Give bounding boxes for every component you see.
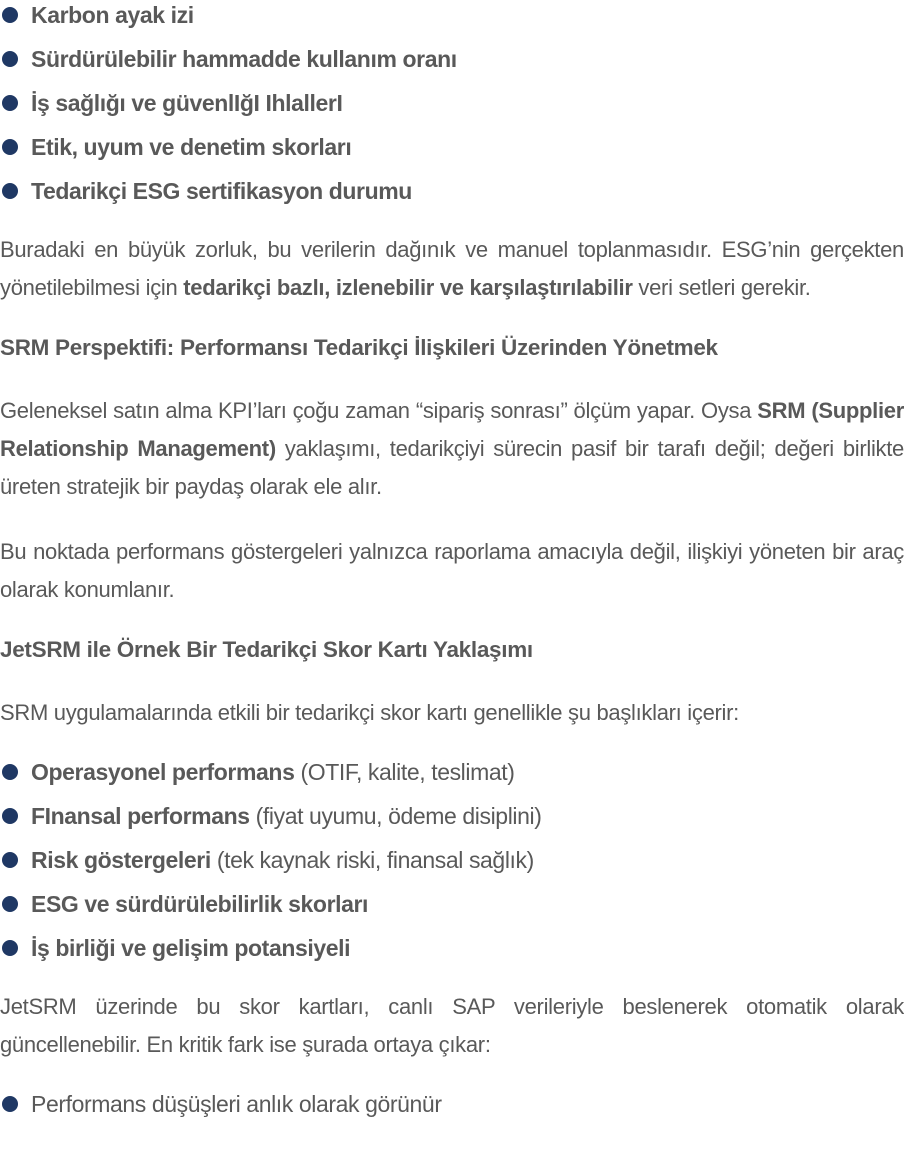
list-item [0, 134, 904, 161]
bullet-icon [2, 95, 18, 111]
paragraph-text: veri setleri gerekir. [632, 275, 811, 300]
list-item-bold: ESG ve sürdürülebilirlik skorları [31, 891, 369, 917]
paragraph-text: Buradaki en büyük zorluk, bu verilerin dağınık ve manuel toplanmasıdır. ESG’nin gerçekten yönetilebilmesi için [0, 237, 904, 300]
benefits-list [0, 1091, 904, 1118]
scorecard-list [0, 759, 904, 962]
heading-srm-perspective: SRM Perspektifi: Performansı Tedarikçi İlişkileri Üzerinden Yönetmek [0, 335, 718, 360]
bullet-icon [2, 896, 18, 912]
bullet-icon [2, 940, 18, 956]
paragraph-bold-text: SRM (Supplier Relationship Management) [0, 398, 904, 461]
list-item-label [31, 935, 350, 962]
list-item-label: Performans düşüşleri anlık olarak görünür [31, 1091, 442, 1117]
list-item [0, 90, 904, 117]
bullet-icon [2, 183, 18, 199]
paragraph-srm-approach [0, 392, 904, 506]
list-item-bold: Operasyonel performans [31, 759, 295, 785]
bullet-icon [2, 1096, 18, 1112]
list-item-label [31, 847, 534, 874]
list-item-detail: (fiyat uyumu, ödeme disiplini) [249, 803, 542, 829]
list-item [0, 2, 904, 29]
paragraph-text: Geleneksel satın alma KPI’ları çoğu zaman “sipariş sonrası” ölçüm yapar. Oysa [0, 398, 758, 423]
list-item-bold: Risk göstergeleri [31, 847, 211, 873]
paragraph-kpi-role: Bu noktada performans göstergeleri yalnızca raporlama amacıyla değil, ilişkiyi yöneten bir araç olarak konumlanır. [0, 539, 904, 602]
list-item [0, 178, 904, 205]
list-item-label [31, 891, 368, 918]
bullet-icon [2, 764, 18, 780]
heading-jetsrm-scorecard: JetSRM ile Örnek Bir Tedarikçi Skor Kartı Yaklaşımı [0, 637, 533, 662]
esg-metrics-list [0, 2, 904, 205]
list-item [0, 935, 904, 962]
paragraph-bold-text: tedarikçi bazlı, izlenebilir ve karşılaştırılabilir [183, 275, 633, 300]
list-item [0, 803, 904, 830]
bullet-icon [2, 7, 18, 23]
paragraph-data-challenge [0, 231, 904, 307]
bullet-icon [2, 139, 18, 155]
list-item-label: Tedarikçi ESG sertifikasyon durumu [31, 178, 412, 204]
list-item-label [31, 803, 541, 830]
list-item [0, 46, 904, 73]
list-item-label: İş sağlığı ve güvenlIğI IhlallerI [31, 90, 343, 116]
list-item-label: Karbon ayak izi [31, 2, 194, 28]
bullet-icon [2, 808, 18, 824]
list-item-label: Etik, uyum ve denetim skorları [31, 134, 352, 160]
list-item-label [31, 759, 515, 786]
list-item-bold: İş birliği ve gelişim potansiyeli [31, 935, 351, 961]
list-item-bold: FInansal performans [31, 803, 250, 829]
list-item [0, 1091, 904, 1118]
bullet-icon [2, 51, 18, 67]
paragraph-jetsrm-update: JetSRM üzerinde bu skor kartları, canlı SAP verileriyle beslenerek otomatik olarak güncellenebilir. En kritik fark ise şurada ortaya çıkar: [0, 994, 904, 1057]
paragraph-text: yaklaşımı, tedarikçiyi sürecin pasif bir tarafı değil; değeri birlikte üreten stratejik bir paydaş olarak ele alır. [0, 436, 904, 499]
list-item-detail: (tek kaynak riski, finansal sağlık) [210, 847, 534, 873]
list-item-detail: (OTIF, kalite, teslimat) [294, 759, 515, 785]
list-item [0, 891, 904, 918]
paragraph-scorecard-intro: SRM uygulamalarında etkili bir tedarikçi skor kartı genellikle şu başlıkları içerir: [0, 700, 739, 725]
bullet-icon [2, 852, 18, 868]
list-item-label: Sürdürülebilir hammadde kullanım oranı [31, 46, 457, 72]
list-item [0, 759, 904, 786]
list-item [0, 847, 904, 874]
